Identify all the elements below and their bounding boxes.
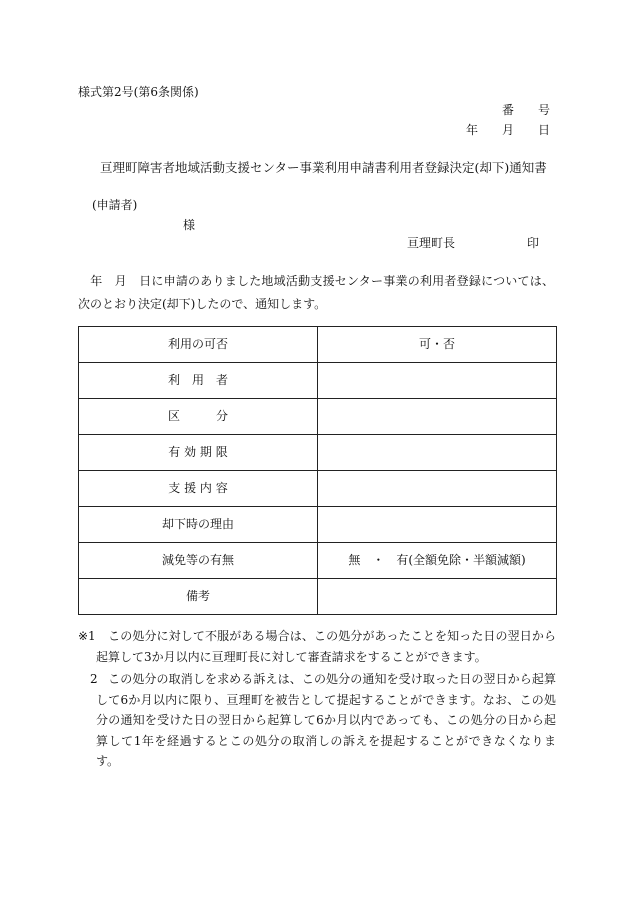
table-row xyxy=(79,327,557,363)
row-value: 可・否 xyxy=(318,327,557,363)
note-mark: ※1 xyxy=(78,629,96,643)
row-value xyxy=(318,363,557,399)
note-text: この処分に対して不服がある場合は、この処分があったことを知った日の翌日から起算して3か月以内に亘理町長に対して審査請求をすることができます。 xyxy=(96,629,556,664)
row-value xyxy=(318,435,557,471)
note-mark: 2 xyxy=(90,672,98,686)
table-row xyxy=(79,507,557,543)
table-row xyxy=(79,579,557,615)
document-title: 亘理町障害者地域活動支援センター事業利用申請書利用者登録決定(却下)通知書 xyxy=(100,160,547,175)
row-value xyxy=(318,471,557,507)
applicant-label: (申請者) xyxy=(92,198,138,212)
row-label: 却下時の理由 xyxy=(79,507,318,543)
row-value xyxy=(318,399,557,435)
row-value xyxy=(318,507,557,543)
document-date-label: 年 月 日 xyxy=(465,123,550,137)
table-row xyxy=(79,543,557,579)
row-label: 減免等の有無 xyxy=(79,543,318,579)
row-value: 無 ・ 有(全額免除・半額減額) xyxy=(318,543,557,579)
note-item xyxy=(78,669,556,772)
row-label: 支 援 内 容 xyxy=(79,471,318,507)
table-row xyxy=(79,363,557,399)
row-label: 有 効 期 限 xyxy=(79,435,318,471)
body-paragraph: 年 月 日に申請のありました地域活動支援センター事業の利用者登録については、次のとおり決定(却下)したので、通知します。 xyxy=(78,274,554,311)
row-label: 備考 xyxy=(79,579,318,615)
table-row xyxy=(79,471,557,507)
document-number-label: 番 号 xyxy=(501,103,550,117)
addressee-honorific: 様 xyxy=(183,218,196,232)
decision-table xyxy=(78,326,557,615)
note-text: この処分の取消しを求める訴えは、この処分の通知を受け取った日の翌日から起算して6か月以内に限り、亘理町を被告として提起することができます。なお、この処分の通知を受けた日の翌日から起算して6か月以内であっても、この処分の日から起算して1年を経過するとこの処分の取消しの訴えを提起することができなくなります。 xyxy=(96,672,556,768)
issuer-mayor-seal: 亘理町長 印 xyxy=(406,236,539,250)
note-item xyxy=(78,626,556,667)
notes-section xyxy=(78,626,556,772)
row-value xyxy=(318,579,557,615)
table-row xyxy=(79,435,557,471)
row-label: 利用の可否 xyxy=(79,327,318,363)
row-label: 利 用 者 xyxy=(79,363,318,399)
table-row xyxy=(79,399,557,435)
row-label: 区 分 xyxy=(79,399,318,435)
form-id: 様式第2号(第6条関係) xyxy=(78,85,199,99)
